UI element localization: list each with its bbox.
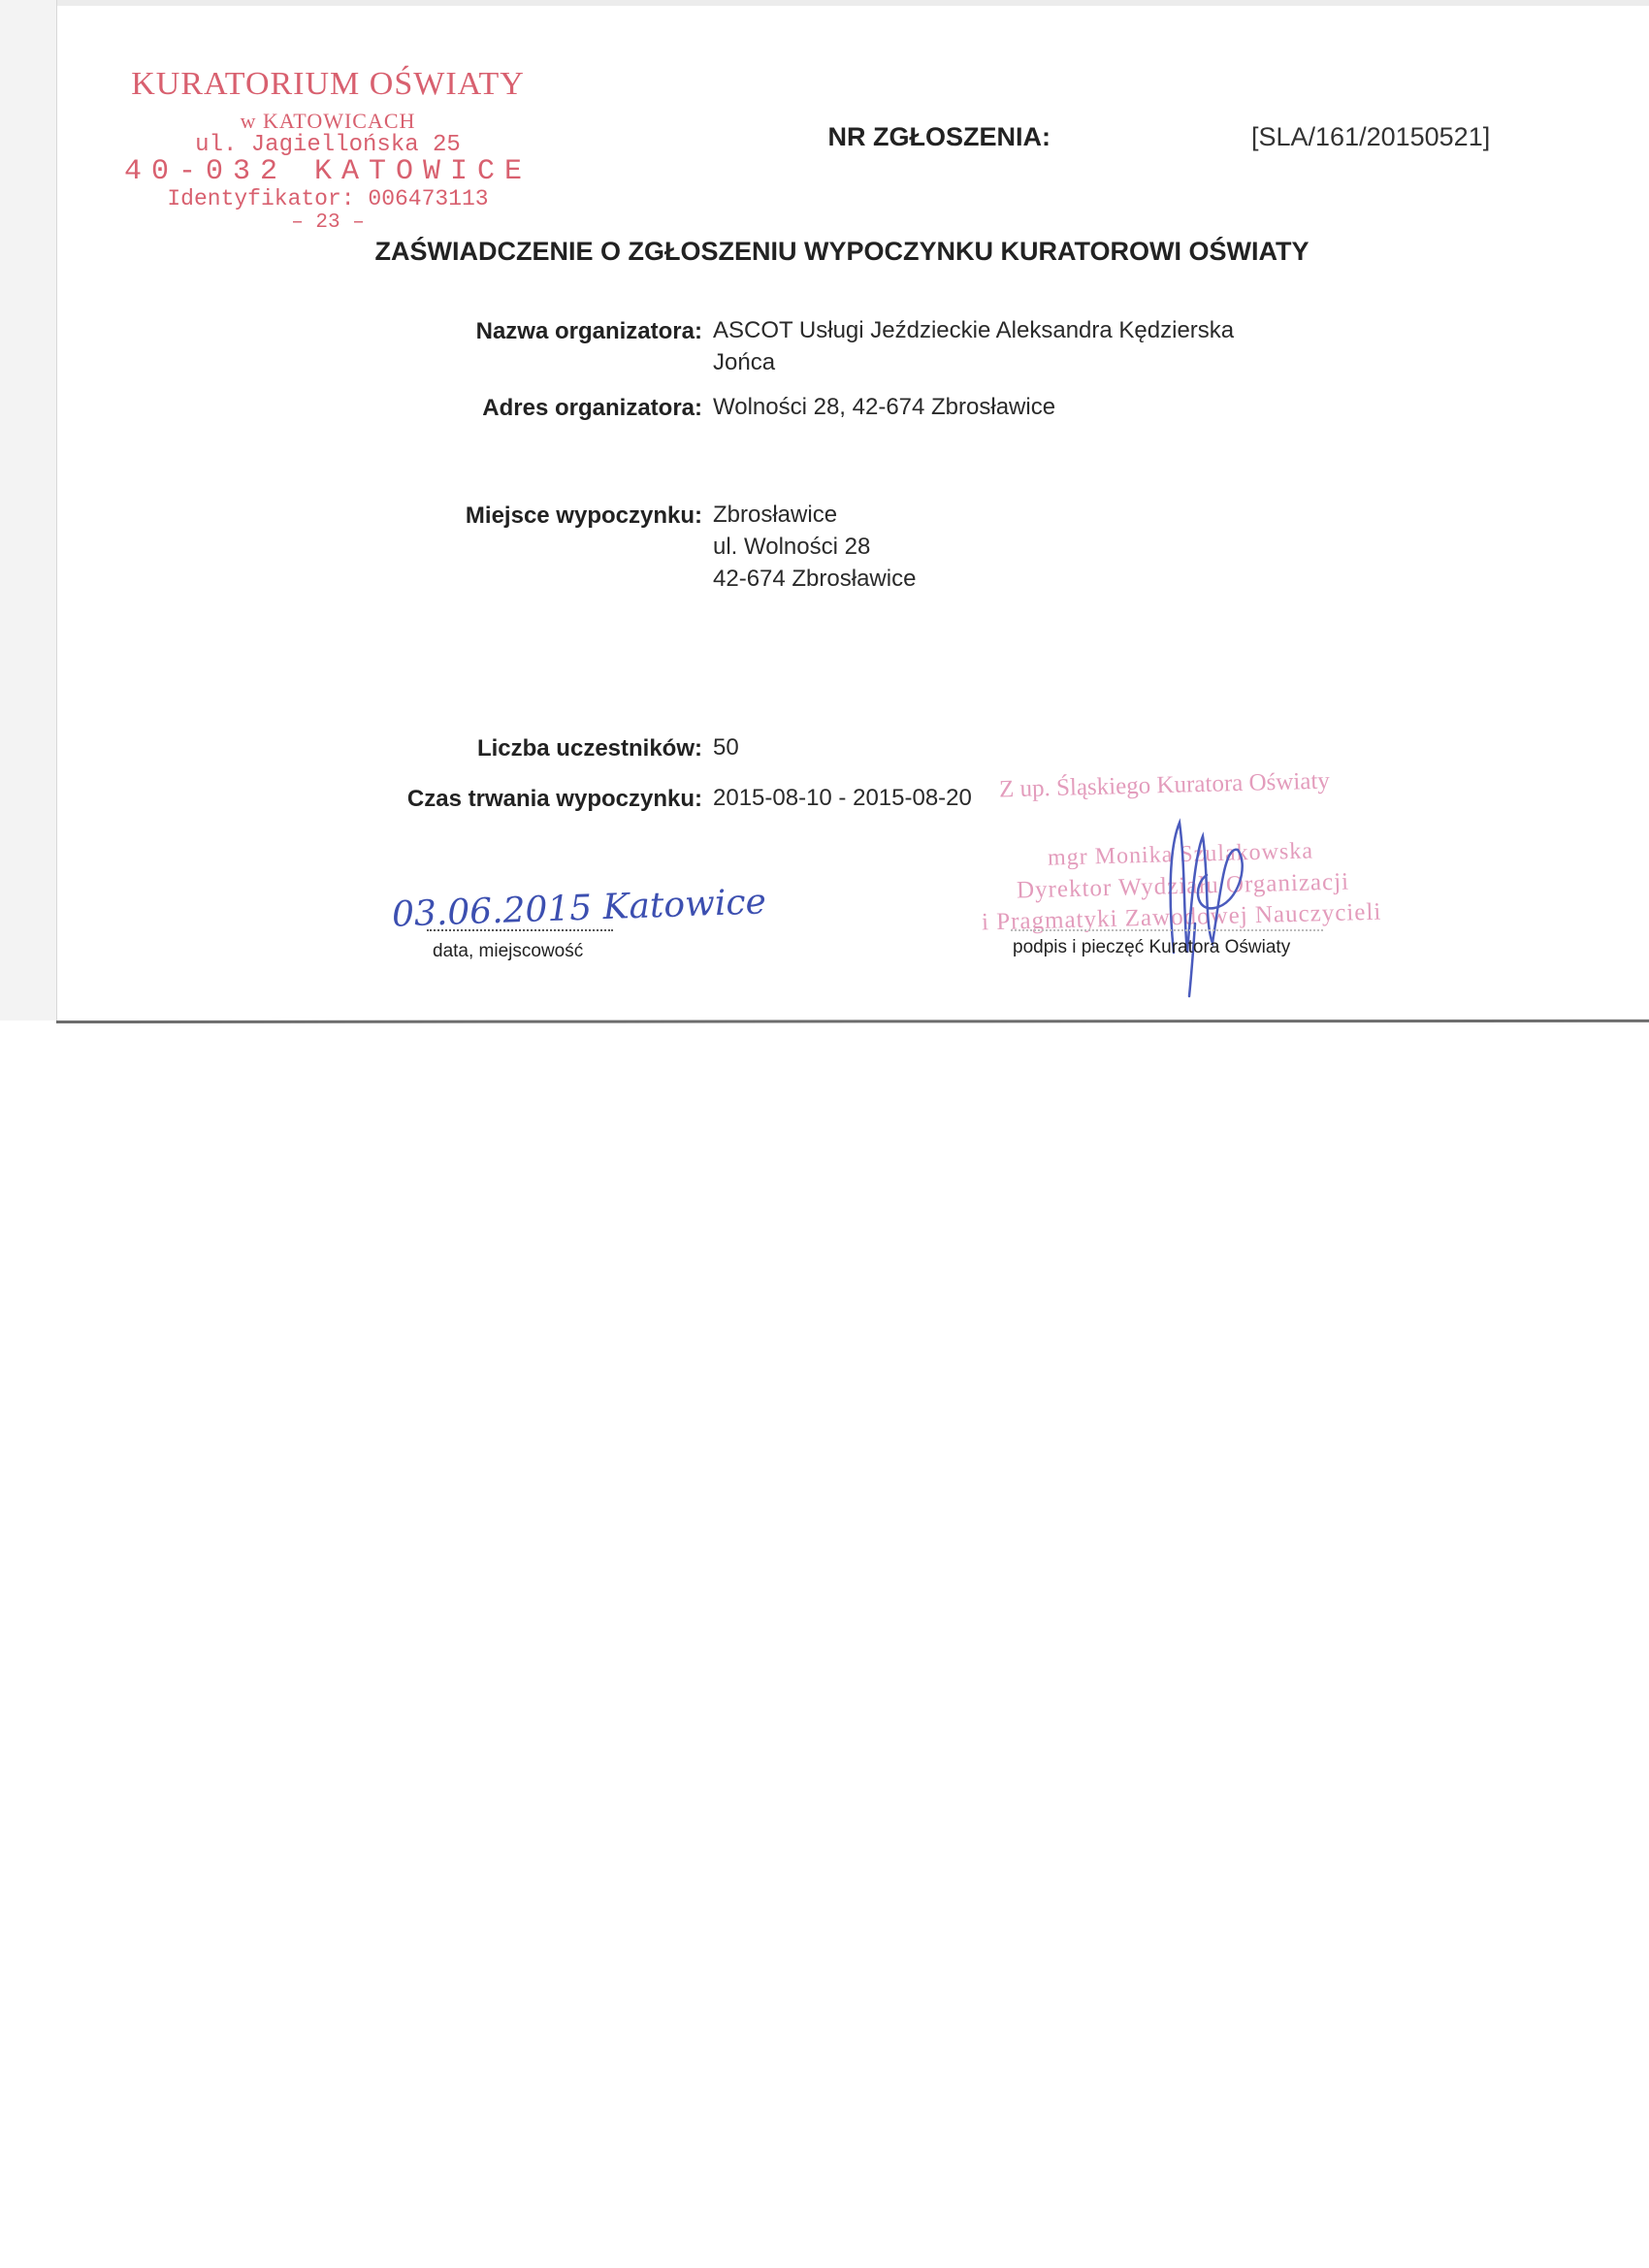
registration-number-label: NR ZGŁOSZENIA: [827, 122, 1051, 151]
signature-stamp-line-1: Z up. Śląskiego Kuratora Oświaty [998, 767, 1331, 803]
date-dotted-line [427, 929, 613, 931]
organizer-name-value [713, 314, 1234, 378]
duration-value: 2015-08-10 - 2015-08-20 [713, 785, 972, 811]
registration-number-value: [SLA/161/20150521] [1251, 122, 1491, 151]
place-line-3: 42-674 Zbrosławice [713, 566, 917, 592]
signature-stamp-line-3: Dyrektor Wydziału Organizacji [1016, 868, 1350, 904]
signature-caption: podpis i pieczęć Kuratora Oświaty [1013, 937, 1291, 957]
signature-stamp-line-4: i Pragmatyki Zawodowej Nauczycieli [981, 898, 1382, 936]
organizer-name-label: Nazwa organizatora: [475, 318, 702, 344]
sheet-bottom-edge [56, 1020, 1649, 1023]
place-label: Miejsce wypoczynku: [465, 502, 702, 529]
stamp-line-1: KURATORIUM OŚWIATY [131, 66, 525, 102]
place-line-1: Zbrosławice [713, 502, 838, 528]
organizer-name-line-1: ASCOT Usługi Jeździeckie Aleksandra Kędzierska [713, 317, 1235, 343]
signature-dotted-line [1011, 929, 1323, 931]
place-value [713, 499, 916, 595]
participants-value: 50 [713, 734, 739, 761]
document-title: ZAŚWIADCZENIE O ZGŁOSZENIU WYPOCZYNKU KURATOROWI OŚWIATY [374, 237, 1310, 266]
stamp-line-6: – 23 – [291, 211, 365, 234]
organizer-name-line-2: Jońca [713, 349, 776, 375]
stamp-line-4: 40-032 KATOWICE [123, 155, 533, 188]
handwritten-signature [1145, 807, 1261, 1001]
place-line-2: ul. Wolności 28 [713, 534, 871, 560]
participants-label: Liczba uczestników: [476, 735, 702, 761]
organizer-address-label: Adres organizatora: [482, 395, 702, 421]
stamp-line-2: w KATOWICACH [240, 109, 416, 133]
stamp-line-3: ul. Jagiellońska 25 [195, 132, 461, 158]
scan-top-edge [0, 0, 1649, 6]
signature-stamp-line-2: mgr Monika Szulakowska [1047, 838, 1314, 871]
date-place-caption: data, miejscowość [433, 941, 584, 961]
scan-left-edge [0, 0, 57, 1021]
organizer-address-value: Wolności 28, 42-674 Zbrosławice [713, 394, 1056, 420]
duration-label: Czas trwania wypoczynku: [406, 786, 702, 812]
handwritten-date-place: 03.06.2015 Katowice [391, 882, 767, 935]
stamp-line-5: Identyfikator: 006473113 [167, 186, 489, 211]
